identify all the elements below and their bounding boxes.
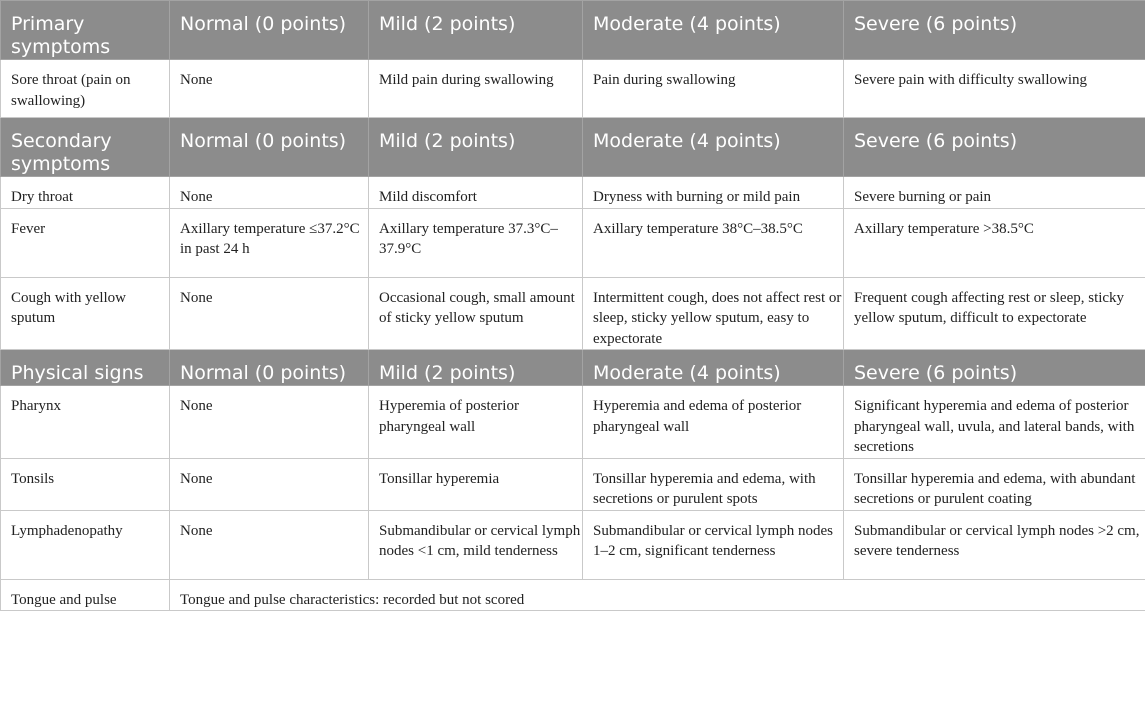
mild-cell: Tonsillar hyperemia (369, 458, 583, 510)
item-label: Fever (1, 208, 170, 277)
column-header-moderate: Moderate (4 points) (583, 350, 844, 386)
column-header-normal: Normal (0 points) (170, 1, 369, 60)
section-header-row (1, 1, 1145, 60)
item-label: Tonsils (1, 458, 170, 510)
column-header-normal: Normal (0 points) (170, 350, 369, 386)
item-label: Dry throat (1, 177, 170, 209)
column-header-mild: Mild (2 points) (369, 118, 583, 177)
table-row (1, 177, 1145, 209)
section-title-primary: Primary symptoms (1, 1, 170, 60)
table-row (1, 579, 1145, 611)
item-label: Cough with yellow sputum (1, 277, 170, 350)
column-header-normal: Normal (0 points) (170, 118, 369, 177)
severe-cell: Submandibular or cervical lymph nodes >2 cm, severe tenderness (844, 510, 1145, 579)
section-header-row (1, 118, 1145, 177)
normal-cell: None (170, 177, 369, 209)
normal-cell: None (170, 60, 369, 118)
moderate-cell: Hyperemia and edema of posterior pharyngeal wall (583, 386, 844, 459)
moderate-cell: Submandibular or cervical lymph nodes 1–2 cm, significant tenderness (583, 510, 844, 579)
normal-cell: None (170, 386, 369, 459)
column-header-mild: Mild (2 points) (369, 1, 583, 60)
severe-cell: Significant hyperemia and edema of posterior pharyngeal wall, uvula, and lateral bands, with secretions (844, 386, 1145, 459)
item-label: Tongue and pulse (1, 579, 170, 611)
column-header-moderate: Moderate (4 points) (583, 1, 844, 60)
item-label: Lymphadenopathy (1, 510, 170, 579)
table-row (1, 510, 1145, 579)
table-row (1, 60, 1145, 118)
section-title-physical-signs: Physical signs (1, 350, 170, 386)
severe-cell: Frequent cough affecting rest or sleep, sticky yellow sputum, difficult to expectorate (844, 277, 1145, 350)
mild-cell: Occasional cough, small amount of sticky yellow sputum (369, 277, 583, 350)
column-header-mild: Mild (2 points) (369, 350, 583, 386)
column-header-moderate: Moderate (4 points) (583, 118, 844, 177)
normal-cell: None (170, 458, 369, 510)
mild-cell: Mild discomfort (369, 177, 583, 209)
not-scored-note: Tongue and pulse characteristics: recorded but not scored (170, 579, 1145, 611)
normal-cell: None (170, 277, 369, 350)
item-label: Sore throat (pain on swallowing) (1, 60, 170, 118)
normal-cell: None (170, 510, 369, 579)
mild-cell: Submandibular or cervical lymph nodes <1 cm, mild tenderness (369, 510, 583, 579)
column-header-severe: Severe (6 points) (844, 118, 1145, 177)
normal-cell: Axillary temperature ≤37.2°C in past 24 h (170, 208, 369, 277)
table-row (1, 277, 1145, 350)
column-header-severe: Severe (6 points) (844, 350, 1145, 386)
moderate-cell: Intermittent cough, does not affect rest or sleep, sticky yellow sputum, easy to expectorate (583, 277, 844, 350)
severe-cell: Severe burning or pain (844, 177, 1145, 209)
table-row (1, 386, 1145, 459)
moderate-cell: Axillary temperature 38°C–38.5°C (583, 208, 844, 277)
section-title-secondary: Secondary symptoms (1, 118, 170, 177)
moderate-cell: Pain during swallowing (583, 60, 844, 118)
severe-cell: Tonsillar hyperemia and edema, with abundant secretions or purulent coating (844, 458, 1145, 510)
moderate-cell: Dryness with burning or mild pain (583, 177, 844, 209)
table-row (1, 208, 1145, 277)
severe-cell: Severe pain with difficulty swallowing (844, 60, 1145, 118)
severe-cell: Axillary temperature >38.5°C (844, 208, 1145, 277)
item-label: Pharynx (1, 386, 170, 459)
moderate-cell: Tonsillar hyperemia and edema, with secretions or purulent spots (583, 458, 844, 510)
column-header-severe: Severe (6 points) (844, 1, 1145, 60)
mild-cell: Hyperemia of posterior pharyngeal wall (369, 386, 583, 459)
mild-cell: Mild pain during swallowing (369, 60, 583, 118)
mild-cell: Axillary temperature 37.3°C–37.9°C (369, 208, 583, 277)
section-header-row (1, 350, 1145, 386)
table-row (1, 458, 1145, 510)
